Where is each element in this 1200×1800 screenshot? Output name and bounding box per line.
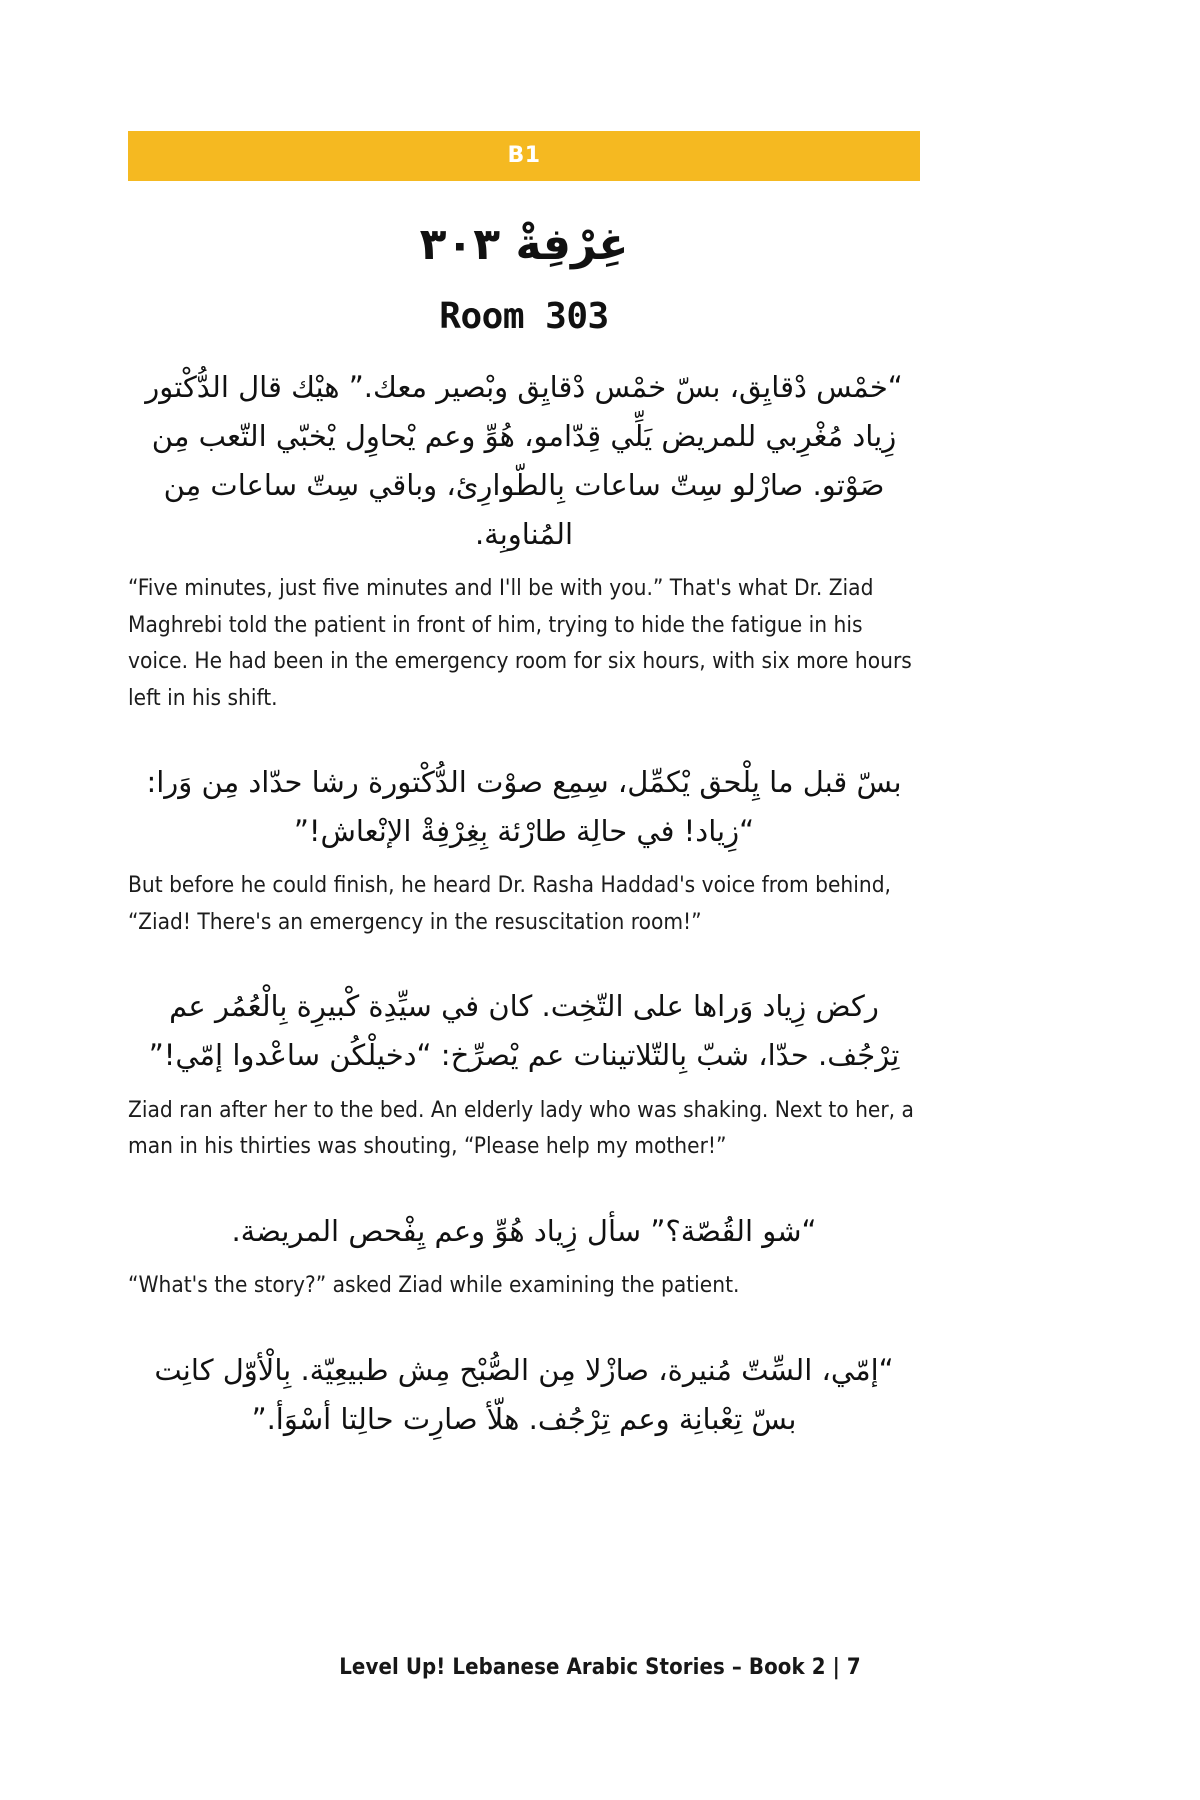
paragraph-arabic: “شو القُصّة؟” سأل زِياد هُوِّ وعم يِفْحص المريضة.: [231, 1213, 817, 1248]
level-banner: [128, 131, 920, 181]
paragraph-english: But before he could finish, he heard Dr. Rasha Haddad's voice from behind, “Ziad! There's an emergency in the resuscitation room!”: [128, 872, 891, 935]
paragraph-english: “What's the story?” asked Ziad while examining the patient.: [128, 1272, 740, 1299]
story-block: [128, 1207, 920, 1304]
paragraph-arabic: “خمْس دْقايِق، بسّ خمْس دْقايِق وبْصير معك.” هيْك قال الدُّكْتور زِياد مُغْرِبي للمريض يَلِّي قِدّامو، هُوِّ وعم يْحاوِل يْخبّي التّعب مِن صَوْتو. صارْلو سِتّ ساعات بِالطّوارِئ، وباقي سِتّ ساعات مِن المُناوبِة.: [145, 370, 903, 551]
story-block: [128, 982, 920, 1164]
story-block: [128, 1346, 920, 1443]
paragraph-arabic: “إمّي، السِّتّ مُنيرة، صازْلا مِن الصُّبْح مِش طبيعِيّة. بِالْأوّل كانِت بسّ تِعْبانِة وعم تِرْجُف. هلّأ صارِت حالِتا أسْوَأ.”: [154, 1352, 894, 1436]
story-block: [128, 363, 920, 716]
page-title-arabic: غِرْفِةْ ٣٠٣: [419, 219, 629, 270]
footer-label: Level Up! Lebanese Arabic Stories – Book 2 | 7: [339, 1655, 861, 1680]
level-badge-label: B1: [507, 143, 541, 168]
paragraph-arabic: بسّ قبل ما يِلْحق يْكمِّل، سِمِع صوْت الدُّكْتورة رشا حدّاد مِن وَرا: “زِياد! في حالِة طارْئة بِغِرْفِةْ الإنْعاش!”: [146, 765, 902, 848]
page-footer: [0, 1655, 1200, 1680]
page-content: [128, 131, 920, 1443]
story-block: [128, 758, 920, 940]
page-title-english: Room 303: [439, 296, 609, 338]
paragraph-english: “Five minutes, just five minutes and I'll be with you.” That's what Dr. Ziad Maghrebi told the patient in front of him, trying to hide the fatigue in his voice. He had been in the emergency room for six hours, with six more hours left in his shift.: [128, 575, 912, 711]
paragraph-arabic: ركض زِياد وَراها على التّخِت. كان في سيِّدِة كْبيرِة بِالْعُمُر عم تِرْجُف. حدّا، شبّ بِالتّلاتينات عم يْصرِّخ: “دخيلْكُن ساعْدوا إمّي!”: [148, 989, 900, 1073]
paragraph-english: Ziad ran after her to the bed. An elderly lady who was shaking. Next to her, a man in his thirties was shouting, “Please help my mother!”: [128, 1096, 914, 1160]
